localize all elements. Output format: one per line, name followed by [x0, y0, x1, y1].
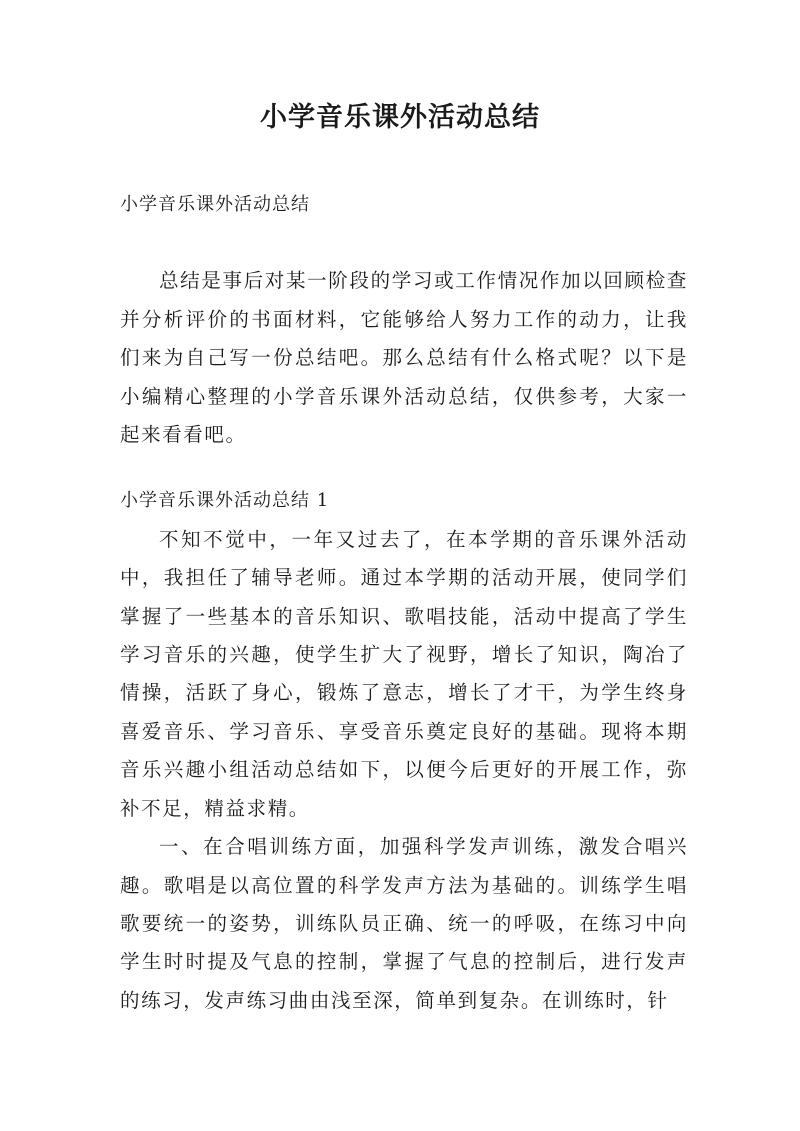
document-body: [120, 186, 688, 1020]
spacer: [120, 224, 688, 262]
document-subtitle: 小学音乐课外活动总结: [120, 194, 310, 215]
section-heading-1: 小学音乐课外活动总结 1: [120, 490, 330, 512]
section1-paragraph-1: 不知不觉中，一年又过去了，在本学期的音乐课外活动中，我担任了辅导老师。通过本学期的活动开展，使同学们掌握了一些基本的音乐知识、歌唱技能，活动中提高了学生学习音乐的兴趣，使学生扩大了视野，增长了知识，陶冶了情操，活跃了身心，锻炼了意志，增长了才干，为学生终身喜爱音乐、学习音乐、享受音乐奠定良好的基础。现将本期音乐兴趣小组活动总结如下，以便今后更好的开展工作，弥补不足，精益求精。: [120, 527, 688, 820]
document-title: 小学音乐课外活动总结: [260, 102, 540, 133]
intro-paragraph: 总结是事后对某一阶段的学习或工作情况作加以回顾检查并分析评价的书面材料，它能够给人努力工作的动力，让我们来为自己写一份总结吧。那么总结有什么格式呢？以下是小编精心整理的小学音乐课外活动总结，仅供参考，大家一起来看看吧。: [120, 269, 688, 447]
spacer: [120, 454, 688, 482]
section1-paragraph-2: 一、在合唱训练方面，加强科学发声训练，激发合唱兴趣。歌唱是以高位置的科学发声方法为基础的。训练学生唱歌要统一的姿势，训练队员正确、统一的呼吸，在练习中向学生时时提及气息的控制，掌握了气息的控制后，进行发声的练习，发声练习曲由浅至深，简单到复杂。在训练时，针: [120, 835, 688, 1012]
